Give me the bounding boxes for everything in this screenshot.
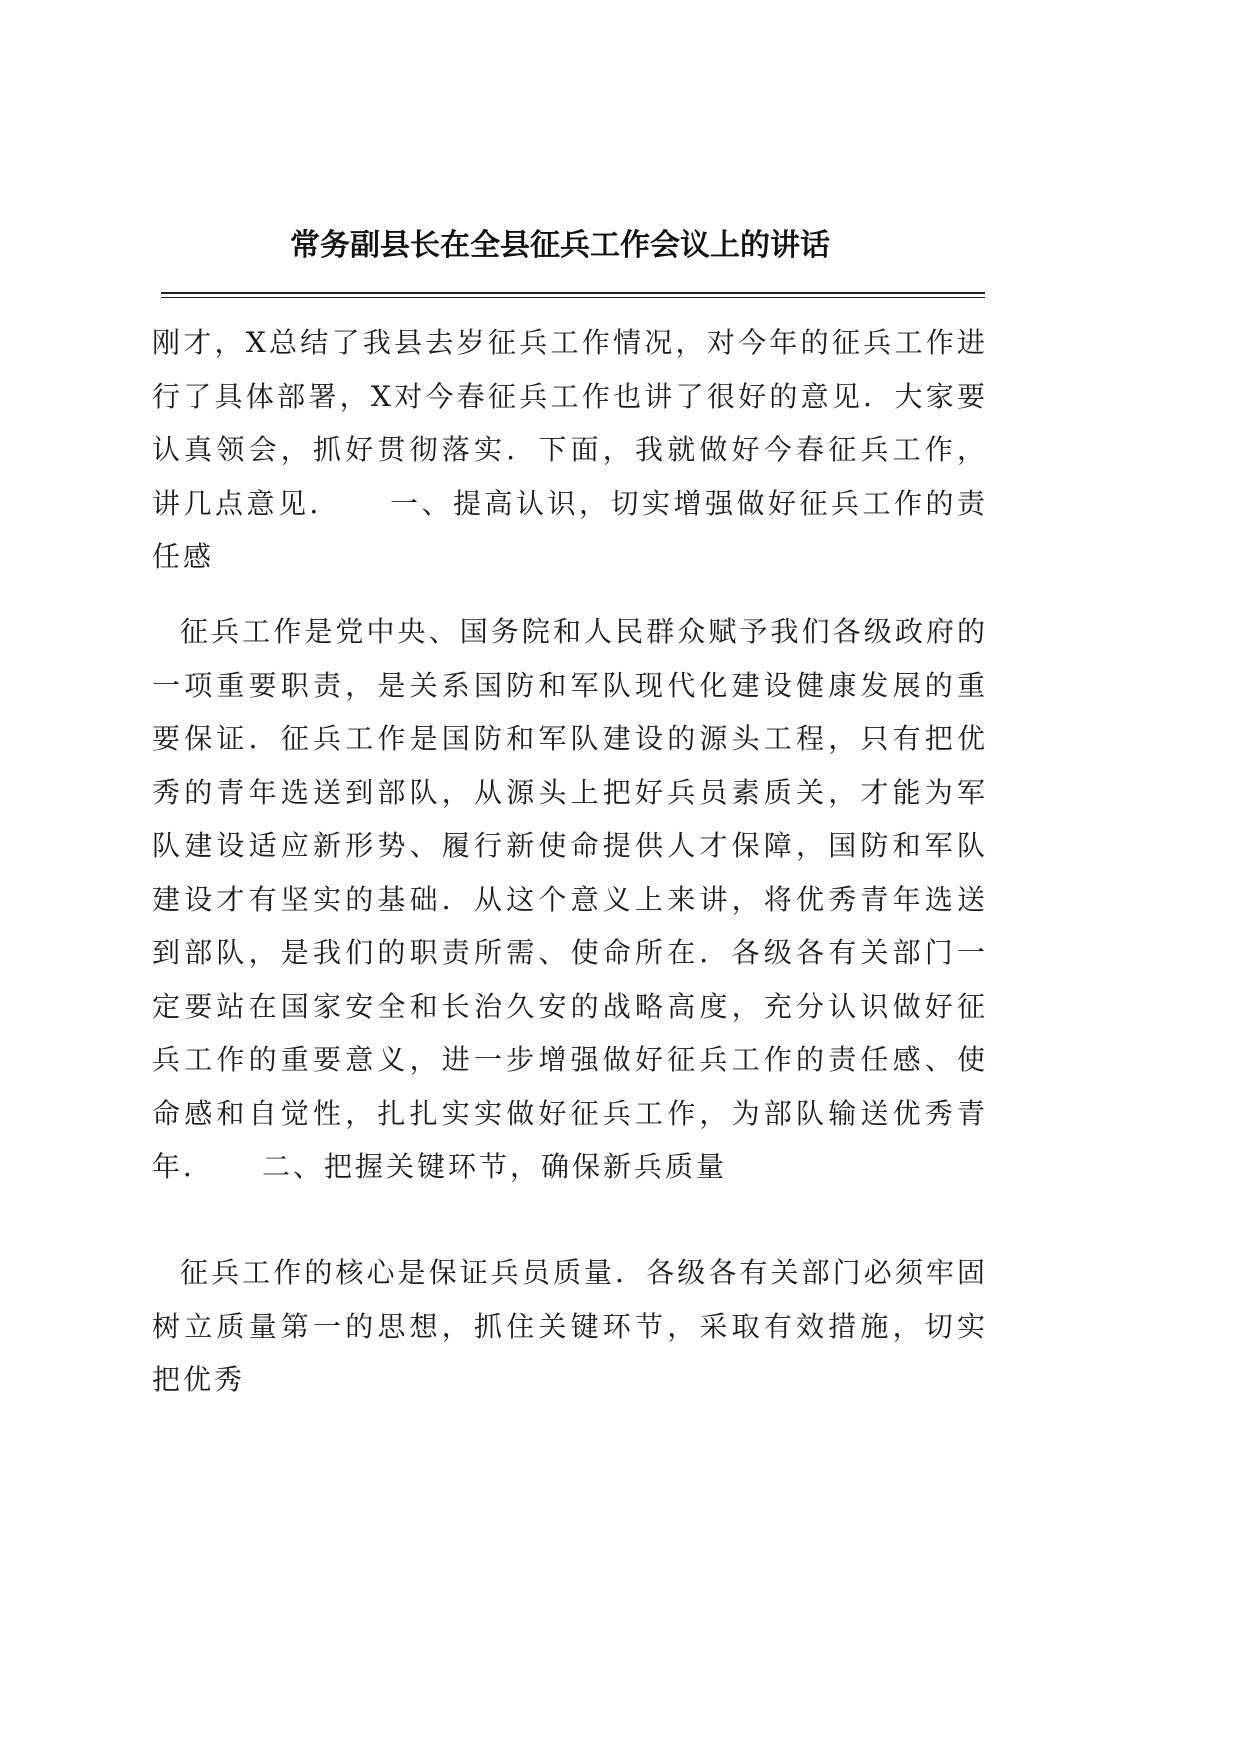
document-title: 常务副县长在全县征兵工作会议上的讲话 [290, 228, 830, 263]
title-divider-thin [161, 297, 985, 298]
title-divider-thick [161, 292, 985, 294]
paragraph-responsibility: 征兵工作是党中央、国务院和人民群众赋予我们各级政府的一项重要职责，是关系国防和军队现代化建设健康发展的重要保证．征兵工作是国防和军队建设的源头工程，只有把优秀的青年选送到部队，从源头上把好兵员素质关，才能为军队建设适应新形势、履行新使命提供人才保障，国防和军队建设才有坚实的基础．从这个意义上来讲，将优秀青年选送到部队，是我们的职责所需、使命所在．各级各有关部门一定要站在国家安全和长治久安的战略高度，充分认识做好征兵工作的重要意义，进一步增强做好征兵工作的责任感、使命感和自觉性，扎扎实实做好征兵工作，为部队输送优秀青年． 二、把握关键环节，确保新兵质量 [152, 615, 988, 1183]
paragraph-intro: 刚才，X总结了我县去岁征兵工作情况，对今年的征兵工作进行了具体部署，X对今春征兵工作也讲了很好的意见．大家要认真领会，抓好贯彻落实．下面，我就做好今春征兵工作，讲几点意见． 一、提高认识，切实增强做好征兵工作的责任感 [152, 326, 988, 573]
paragraph-quality: 征兵工作的核心是保证兵员质量．各级各有关部门必须牢固树立质量第一的思想，抓住关键环节，采取有效措施，切实把优秀 [152, 1256, 988, 1396]
